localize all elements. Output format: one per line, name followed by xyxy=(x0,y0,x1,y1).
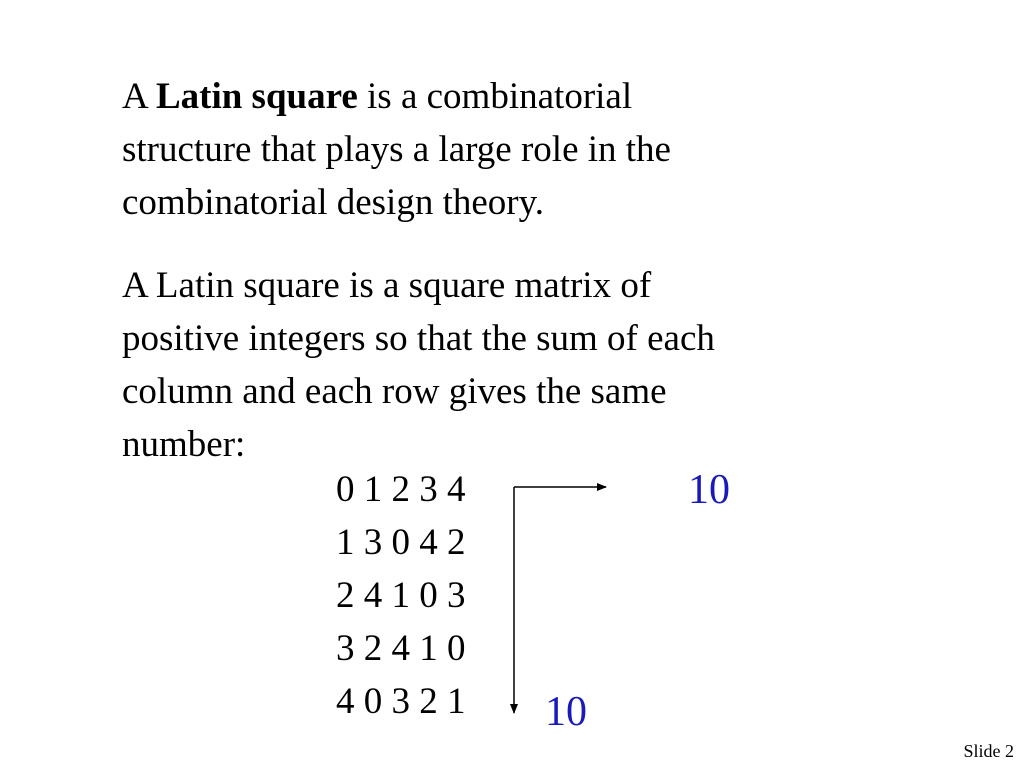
intro-line-1 xyxy=(122,70,671,123)
definition-line-4: number: xyxy=(122,424,246,465)
slide-number: Slide 2 xyxy=(963,741,1014,761)
latin-square-term: Latin square xyxy=(155,76,358,117)
definition-line-2: positive integers so that the sum of each xyxy=(122,318,715,359)
row-sum-value: 10 xyxy=(688,467,730,513)
definition-line-1: A Latin square is a square matrix of xyxy=(122,265,652,306)
matrix-row: 0 1 2 3 4 xyxy=(336,469,466,510)
column-sum-value: 10 xyxy=(545,689,587,735)
matrix-row: 4 0 3 2 1 xyxy=(336,681,466,722)
matrix-row: 3 2 4 1 0 xyxy=(336,628,466,669)
intro-line-2: structure that plays a large role in the xyxy=(122,129,671,170)
intro-line-3: combinatorial design theory. xyxy=(122,182,544,223)
intro-prefix: A xyxy=(122,76,156,117)
definition-line-3: column and each row gives the same xyxy=(122,371,667,412)
matrix-row: 1 3 0 4 2 xyxy=(336,522,466,563)
intro-line-1-rest: is a combinatorial xyxy=(357,76,633,117)
matrix-row: 2 4 1 0 3 xyxy=(336,575,466,616)
latin-square-matrix xyxy=(336,463,466,728)
intro-paragraph xyxy=(122,70,671,229)
definition-paragraph xyxy=(122,259,715,471)
